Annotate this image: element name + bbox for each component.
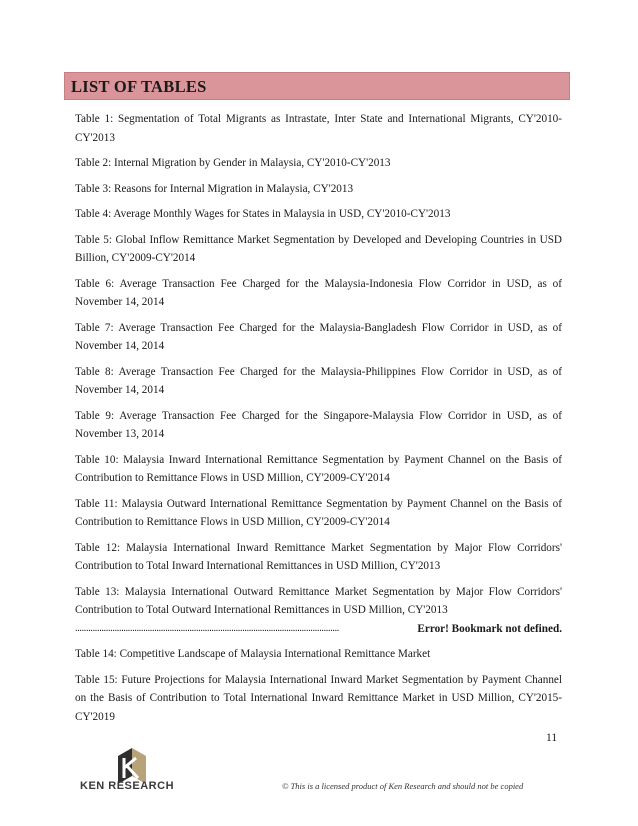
bookmark-error: Error! Bookmark not defined. bbox=[417, 622, 562, 635]
table-entry-13[interactable] bbox=[75, 583, 562, 639]
table-entry[interactable]: Table 14: Competitive Landscape of Malaysia International Remittance Market bbox=[75, 648, 431, 660]
table-entry[interactable]: Table 15: Future Projections for Malaysia International Inward Market Segmentation by Payment Channel on the Basis of Contribution to Total International Inward Remittance Market in USD Million, CY'2015-CY'2019 bbox=[75, 673, 562, 723]
page-title: LIST OF TABLES bbox=[71, 77, 207, 96]
table-entry[interactable]: Table 8: Average Transaction Fee Charged for the Malaysia-Philippines Flow Corridor in USD, as of November 14, 2014 bbox=[75, 365, 562, 396]
table-entry[interactable]: Table 4: Average Monthly Wages for States in Malaysia in USD, CY'2010-CY'2013 bbox=[75, 208, 451, 220]
table-entry[interactable]: Table 7: Average Transaction Fee Charged for the Malaysia-Bangladesh Flow Corridor in USD, as of November 14, 2014 bbox=[75, 321, 562, 352]
table-entry[interactable]: Table 2: Internal Migration by Gender in Malaysia, CY'2010-CY'2013 bbox=[75, 157, 391, 169]
logo-text: KEN RESEARCH bbox=[80, 780, 175, 792]
table-entry[interactable]: Table 6: Average Transaction Fee Charged for the Malaysia-Indonesia Flow Corridor in USD, as of November 14, 2014 bbox=[75, 277, 562, 308]
page-number: 11 bbox=[546, 732, 558, 744]
list-of-tables-header bbox=[64, 72, 570, 100]
leader-dots: ........................................................................................................................ bbox=[75, 622, 340, 634]
table-entry[interactable]: Table 9: Average Transaction Fee Charged for the Singapore-Malaysia Flow Corridor in USD, as of November 13, 2014 bbox=[75, 409, 562, 440]
table-entry[interactable]: Table 12: Malaysia International Inward Remittance Market Segmentation by Major Flow Corridors' Contribution to Total Inward International Remittances in USD Million, CY'2013 bbox=[75, 541, 562, 572]
table-entry[interactable]: Table 5: Global Inflow Remittance Market Segmentation by Developed and Developing Countries in USD Billion, CY'2009-CY'2014 bbox=[75, 233, 562, 264]
table-entry[interactable]: Table 1: Segmentation of Total Migrants as Intrastate, Inter State and International Migrants, CY'2010-CY'2013 bbox=[75, 113, 562, 144]
table-entry[interactable]: Table 11: Malaysia Outward International Remittance Segmentation by Payment Channel on the Basis of Contribution to Remittance Flows in USD Million, CY'2009-CY'2014 bbox=[75, 497, 562, 528]
table-entry-text: Table 13: Malaysia International Outward Remittance Market Segmentation by Major Flow Corridors' Contribution to Total Outward International Remittances in USD Million, CY'2013 bbox=[75, 585, 562, 616]
copyright-notice: © This is a licensed product of Ken Research and should not be copied bbox=[282, 781, 524, 791]
table-entry[interactable]: Table 3: Reasons for Internal Migration in Malaysia, CY'2013 bbox=[75, 182, 354, 195]
table-list bbox=[75, 110, 562, 733]
table-entry[interactable]: Table 10: Malaysia Inward International Remittance Segmentation by Payment Channel on the Basis of Contribution to Remittance Flows in USD Million, CY'2009-CY'2014 bbox=[75, 453, 562, 484]
